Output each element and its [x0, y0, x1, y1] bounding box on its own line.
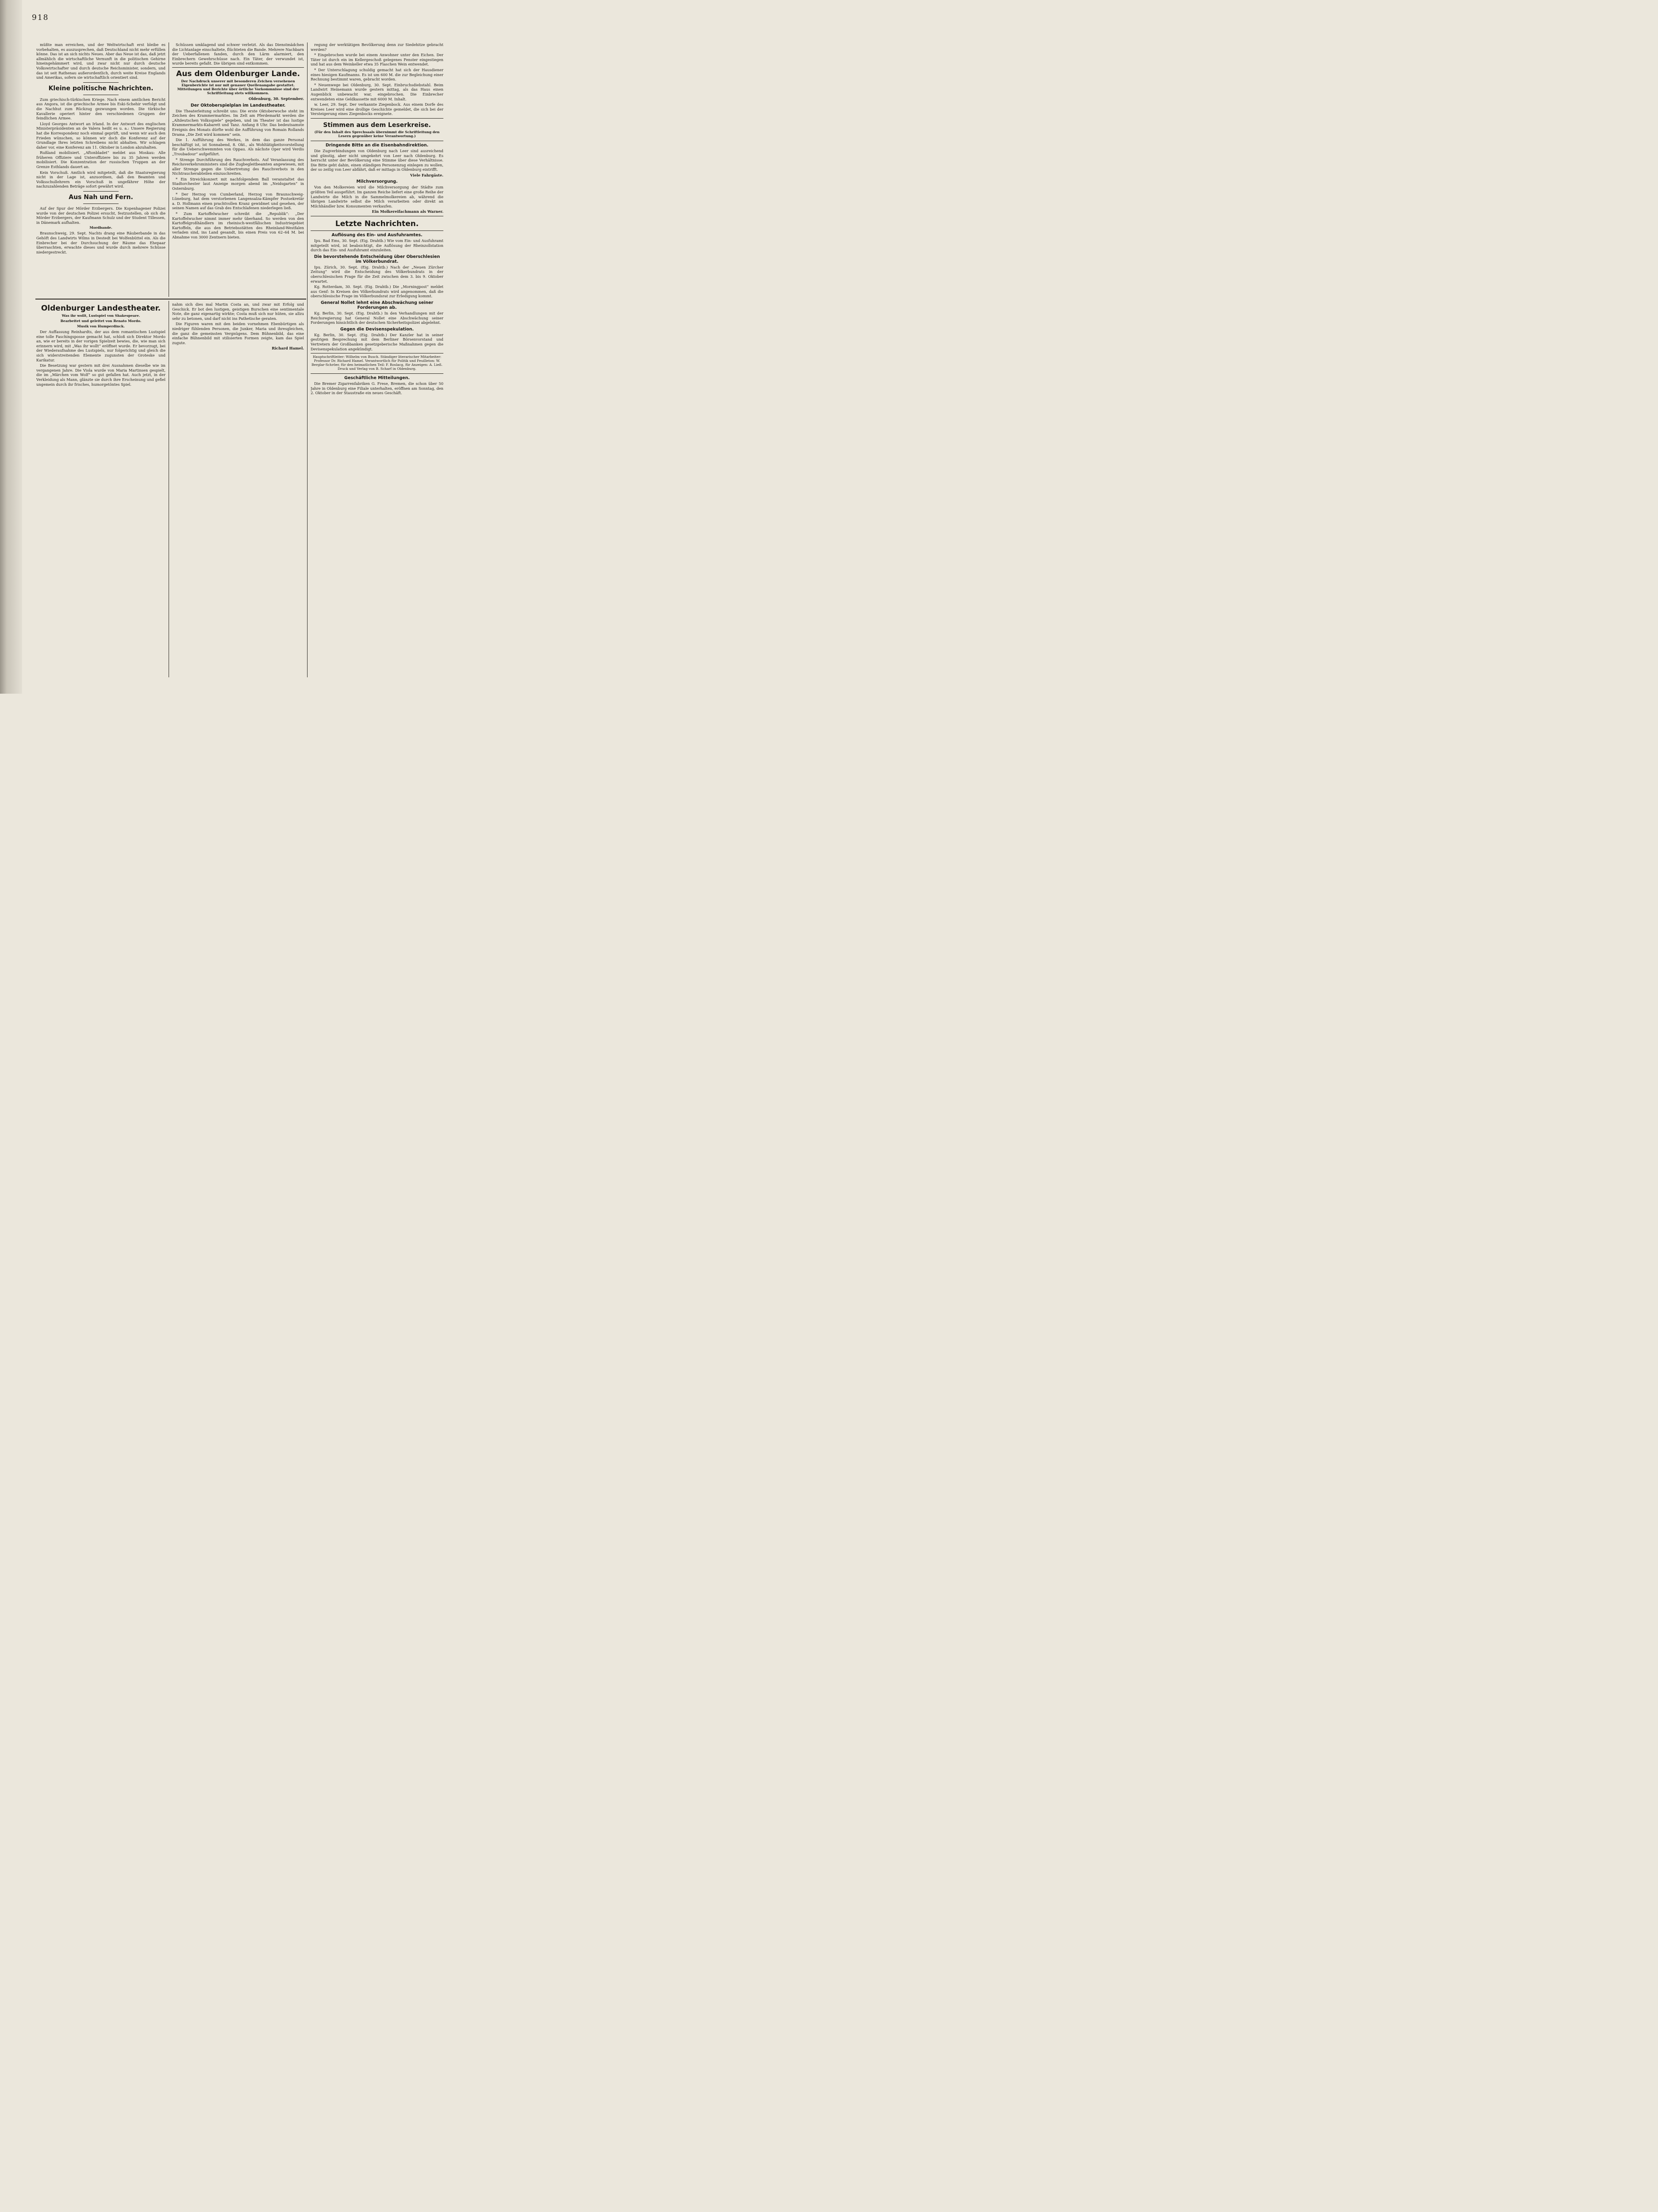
letter-body: Die Zugverbindungen von Oldenburg nach Leer sind ausreichend und günstig, aber nicht umgekehrt von Leer nach Oldenburg. Es herrscht unter der Bevölkerung eine Stimme über diese Verhältnisse. Die Bitte geht dahin, einen ständigen Personenzug einlegen zu wollen, der so zeitig von Leer abfährt, daß er mittags in Oldenburg eintrifft.	[311, 148, 443, 172]
separator	[83, 191, 119, 192]
subheading: Die bevorstehende Entscheidung über Oberschlesien im Völkerbundrat.	[314, 254, 440, 264]
heading-note: (Für den Inhalt des Sprechsaals übernimmt die Schriftleitung den Lesern gegenüber keine Verantwortung.)	[314, 130, 440, 138]
subheading-oktoberspielplan: Der Oktoberspielplan im Landestheater.	[190, 103, 286, 108]
news-item: Rußland mobilisiert. „Aftonbladet“ meldet aus Moskau: Alle früheren Offiziere und Unteroffiziere bis zu 35 Jahren werden mobilisiert. Die Konzentration der russischen Truppen an der Grenze Esthlands dauert an.	[36, 150, 165, 169]
heading-letzte-nachrichten: Letzte Nachrichten.	[335, 219, 419, 229]
col3-intro: regung der werktätigen Bevölkerung denn zur Siedehitze gebracht werden?	[311, 42, 443, 52]
book-binding-edge	[0, 0, 22, 694]
news-item: * Zum Kartoffelwucher schreibt die „Republik“: „Der Kartoffelwucher nimmt immer mehr überhand. So werden von den Kartoffelgroßhändlern im rheinisch-westfälischen Industriegebiet Kartoffeln, die aus den Betriebsstätten des Rheinland-Westfalen verladen sind, ins Land gesandt, bis einen Preis von 62–64 M. bei Abnahme von 3000 Zentnern bieten.	[172, 211, 304, 239]
review-body: Die Besetzung war gestern mit drei Ausnahmen dieselbe wie im vergangenen Jahre. Die Viola wurde von Maria Martinsen gespielt, die im „Märchen vom Wolf“ so gut gefallen hat. Auch jetzt, in der Verkleidung als Mann, glänzte sie durch ihre Erscheinung und gefiel ungemein durch ihr frisches, humorgetöntes Spiel.	[36, 363, 165, 387]
separator	[83, 82, 119, 83]
news-item: Zum griechisch-türkischen Kriege. Nach einem amtlichen Bericht aus Angora, ist die griechische Armee bis Eski-Schehir verfolgt und die Nachhut zum Rückzug gezwungen worden. Die türkische Kavallerie operiert hinter den verschiedenen Gruppen der feindlichen Armee.	[36, 97, 165, 121]
news-item: * Strenge Durchführung des Rauchverbots. Auf Veranlassung des Reichsverkehrsministers sind die Zugbegleitbeamten angewiesen, mit aller Strenge gegen die Uebertretung des Rauchverbots in den Nichtraucherabteilen einzuschreiten.	[172, 157, 304, 176]
article-body: Die 1. Aufführung des Werkes, in dem das ganze Personal beschäftigt ist, ist Sonnabend, 8. Okt., als Wohltätigkeitsvorstellung für die Ueberschwemmten von Oppau. Als nächste Oper wird Verdis „Troubadour“ aufgeführt.	[172, 138, 304, 156]
heading-box-letzte-nachrichten	[311, 216, 443, 231]
news-item: * Der Herzog von Cumberland, Herzog von Braunschweig-Lüneburg, hat dem verstorbenen Langensalza-Kämpfer Postsekretär a. D. Hollmann einen prachtvollen Kranz gewidmet und gesehen, der seinen Namen auf das Grab des Entschlafenen niederlegen ließ.	[172, 192, 304, 211]
play-title: Was ihr wollt, Lustspiel von Shakespeare.	[62, 314, 140, 318]
review-author: Richard Hamel.	[272, 346, 304, 351]
subheading-eisenbahndirektion: Dringende Bitte an die Eisenbahndirektion.	[325, 142, 429, 148]
news-item: * Ein Streichkonzert mit nachfolgendem Ball veranstaltet das Stadtorchester laut Anzeige morgen abend im „Neidsgarten“ in Osternburg.	[172, 177, 304, 191]
news-item: Braunschweig, 29. Sept. Nachts drang eine Räuberbande in das Gehöft des Landwirts Wilms in Destedt bei Wolfenbüttel ein. Als die Einbrecher bei der Durchsuchung der Räume das Ehepaar überraschten, erwachte dieses und wurde durch mehrere Schüsse niedergestreckt.	[36, 231, 165, 254]
separator	[172, 67, 304, 68]
heading-geschaeftliche-mitteilungen: Geschäftliche Mitteilungen.	[344, 376, 410, 381]
dateline: Oldenburg, 30. September.	[248, 96, 304, 101]
heading-kleine-politische-nachrichten: Kleine politische Nachrichten.	[48, 84, 154, 92]
news-item: Die Bremer Zigarrenfabriken G. Frese, Bremen, die schon über 50 Jahre in Oldenburg eine Filiale unterhalten, eröffnen am Sonntag, den 2. Oktober in der Staustraße ein neues Geschäft.	[311, 381, 443, 396]
heading-stimmen-aus-dem-leserkreise: Stimmen aus dem Leserkreise.	[323, 121, 431, 129]
col2-intro: Schüssen umklagend und schwer verletzt. Als das Dienstmädchen die Lichtanlage einschaltete, flüchteten die Bande. Mehrere Nachbarn der Ueberfallenen fanden, durch den Lärm alarmiert, den Einbrechern Gewehrschüsse nach. Ein Täter, der verwundet ist, wurde bereits gefaßt. Die übrigen sind entkommen.	[172, 42, 304, 66]
review-body: Die Figuren waren mit den beiden vornehmen Ebenbürtigen als niedriger fühlenden Personen, die Junker, Maria und ihresgleichen, die ganz die gemeinsten Vergnügens. Dem Bühnenbild, das eine einfache Bühnenbild mit stilisierten Formen zeigte, kam das Spiel zugute.	[172, 322, 304, 345]
news-item: Auf der Spur der Mörder Erzbergers. Die Kopenhagener Polizei wurde von der deutschen Polizei ersucht, festzustellen, ob sich die Mörder Erzbergers, der Kaufmann Schulz und der Student Tillessen, in Dänemark aufhalten.	[36, 206, 165, 225]
news-item: Kg. Berlin, 30. Sept. (Eig. Drahtb.) In den Verhandlungen mit der Reichsregierung hat General Nollet eine Abschwächung seiner Forderungen hinsichtlich der deutschen Sicherheitspolizei abgelehnt.	[311, 311, 443, 325]
subheading-milchversorgung: Milchversorgung.	[356, 179, 398, 184]
horizontal-rule-bottom-section	[35, 299, 306, 300]
imprint: Hauptschriftleiter: Wilhelm von Busch. Ständiger literarischer Mitarbeiter: Professor Dr. Richard Hamel. Verantwortlich für Politik und Feuilleton: W. Berglar-Schröer, für den heimatlichen Teil: F. Roslacg, für Anzeigen: A. Ließ. Druck und Verlag von B. Scharf in Oldenburg.	[312, 355, 442, 371]
news-item: Ipu. Bad Ems, 30. Sept. (Eig. Drahtb.) Wie vom Ein- und Ausfuhramt mitgeteilt wird, ist beabsichtigt, die Auflösung der Rheinzollstation durch das Ein- und Ausfuhramt einzuleiten.	[311, 238, 443, 253]
column-rule-2	[307, 42, 308, 677]
news-item: w. Leer, 29. Sept. Der verkannte Ziegenbock. Aus einem Dorfe des Kreises Leer wird eine drollige Geschichte gemeldet, die sich bei der Versteigerung eines Ziegenbocks ereignete.	[311, 102, 443, 116]
column-3	[311, 42, 443, 677]
news-item: Ipu. Zürich, 30. Sept. (Eig. Drahtb.) Nach der „Neuen Zürcher Zeitung“ wird die Entscheidung des Völkerbundrats in der oberschlesischen Frage für die Zeit zwischen dem 3. bis 9. Oktober erwartet.	[311, 265, 443, 284]
page-number: 918	[32, 13, 49, 22]
news-label-mordbande: Mordbande.	[89, 226, 112, 230]
heading-oldenburger-landestheater: Oldenburger Landestheater.	[41, 304, 161, 313]
column-2	[172, 42, 304, 297]
letter-body: Von den Molkereien wird die Milchversorgung der Städte zum größten Teil ausgeführt. Im ganzen Reiche liefert eine große Reihe der Landwirte die Milch in die Sammelmolkereien ab, während die übrigen Landwirte selbst die Milch verarbeiten oder direkt an Milchhändler bzw. Konsumenten verkaufen.	[311, 185, 443, 208]
news-item: * Neuenwege bei Oldenburg, 30. Sept. Einbruchsdiebstahl. Beim Landwirt Heinemann wurde gestern mittag, als das Haus einen Augenblick unbewacht war, eingebrochen. Die Einbrecher entwendeten eine Geldkassette mit 6000 M. Inhalt.	[311, 82, 443, 101]
subheading: Auflösung des Ein- und Ausfuhramtes.	[331, 233, 423, 238]
column-1	[36, 42, 165, 297]
letter-signature: Viele Fahrgäste.	[410, 173, 443, 177]
heading-aus-dem-oldenburger-lande: Aus dem Oldenburger Lande.	[176, 69, 300, 78]
subheading: Gegen die Devisenspekulation.	[340, 326, 414, 332]
heading-note: Der Nachdruck unserer mit besonderen Zeichen versehenen Eigenberichte ist nur mit genauer Quellenangabe gestattet. Mitteilungen und Berichte über örtliche Vorkommnisse sind der Schriftleitung stets willkommen.	[177, 79, 299, 95]
subheading: General Nollet lehnt eine Abschwächung seiner Forderungen ab.	[320, 300, 434, 310]
article-body: Die Theaterleitung schreibt uns: Die erste Oktoberwoche steht im Zeichen des Krammermarktes. Im Zelt am Pferdemarkt werden die „Altdeutschen Volksspiele“ gegeben, und im Theater ist das lustige Krammermarkts-Kabarett und Tanz. Anfang 8 Uhr. Das bedeutsamste Ereignis des Monats dürfte wohl die Aufführung von Romain Rollands Drama „Die Zeit wird kommen“ sein.	[172, 108, 304, 137]
news-item: Kg. Rotterdam, 30. Sept. (Eig. Drahtb.) Die „Morningpost“ meldet aus Genf: In Kreisen des Völkerbundrats wird angenommen, daß die oberschlesische Frage im Völkerbundsrat zur Erledigung kommt.	[311, 284, 443, 299]
play-director: Bearbeitet und geleitet von Renato Mordo.	[60, 319, 142, 323]
review-body: nahm sich dies mal Martin Costa an, und zwar mit Erfolg und Geschick. Er bot den lustigen, geistigen Burschen eine sentimentale Note, die ganz eigenartig wirkte; Costa muß sich nur hüten, sie allzu sehr zu betonen, und darf nicht ins Pathetische geraten.	[172, 302, 304, 321]
theater-review-right	[172, 302, 304, 677]
play-music: Musik von Humperdinck.	[77, 324, 125, 328]
review-body: Der Auffassung Reinhardts, der aus dem romantischen Lustspiel eine tolle Faschingsposse gemacht hat, schloß sich Direktor Mordo an, wie er bereits in der vorigen Spielzeit bewies, die, wie man sich erinnern wird, mit „Was ihr wollt“ eröffnet wurde. Er bevorzugt, bei der Wiederaufnahme des Lustspiels, nur folgerichtig und gleich die sich widerstreitenden Elemente zugunsten der Groteske und Karikatur.	[36, 330, 165, 362]
news-item: Kein Vorschuß. Amtlich wird mitgeteilt, daß die Staatsregierung nicht in der Lage ist, anzuordnen, daß den Beamten und Volksschullehrern ein Vorschuß in ungefährer Höhe der nachzuzahlenden Beträge sofort gewährt wird.	[36, 170, 165, 189]
news-item: Kg. Berlin, 30. Sept. (Eig. Drahtb.) Der Kanzler hat in seiner gestrigen Besprechung mit dem Berliner Börsenvorstand und Vertretern der Großbanken gesetzgeberische Maßnahmen gegen die Devisenspekulation angekündigt.	[311, 332, 443, 351]
news-item: * Der Unterschlagung schuldig gemacht hat sich der Hausdiener eines hiesigen Kaufmanns. Es ist um 600 M. die zur Begleichung einer Rechnung bestimmt waren, gebracht worden.	[311, 67, 443, 82]
heading-aus-nah-und-fern: Aus Nah und Fern.	[69, 194, 133, 201]
theater-review-left	[36, 302, 165, 677]
col1-intro: müßte man erreichen, und der Weltwirtschaft erst bleibe es vorbehalten, es auszusprechen, daß Deutschland nicht mehr erfüllen könne. Das ist an sich nichts Neues. Aber das Neue ist das, daß jetzt allmählich die wirtschaftliche Vernunft in die politischen Gehirne hineingehämmert wird, und zwar nicht nur durch deutsche Volkswirtschafter und durch deutsche Reichsminister, sondern, und das ist seit Rathenau außerordentlich, durch weite Kreise Englands und Amerikas, sofern sie wirtschaftlich orientiert sind.	[36, 42, 165, 80]
heading-box-leserkreise	[311, 118, 443, 141]
news-item: Lloyd Georges Antwort an Irland. In der Antwort des englischen Ministerpräsidenten an de Valera heißt es u. a.: Unsere Regierung hat die Korrespondenz noch einmal geprüft, und wenn wir auch den Frieden wünschen, so können wir doch die Konferenz auf der Grundlage Ihres letzten Schreibens nicht abhalten. Wir schlagen daher vor, eine Konferenz am 11. Oktober in London abzuhalten.	[36, 121, 165, 150]
letter-signature: Ein Molkereifachmann als Warner.	[372, 209, 443, 214]
news-item: * Eingebrochen wurde bei einem Anwohner unter den Eichen. Der Täter ist durch ein im Kellergeschoß gelegenes Fenster eingestiegen und hat aus dem Weinkeller etwa 35 Flaschen Wein entwendet.	[311, 53, 443, 67]
imprint-box	[311, 353, 443, 374]
